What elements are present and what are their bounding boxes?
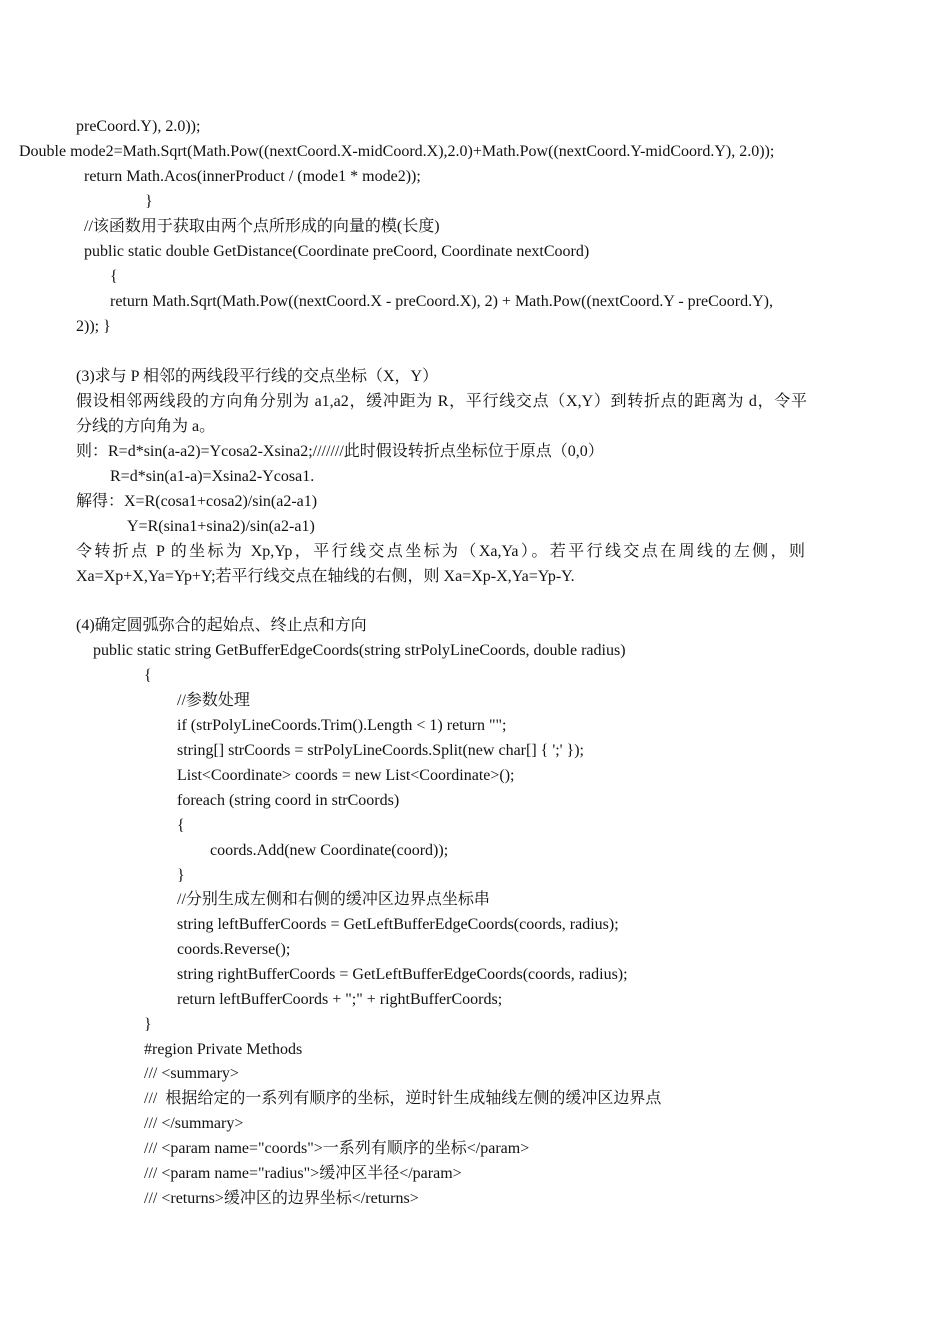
code-line: string rightBufferCoords = GetLeftBufferEdgeCoords(coords, radius); [177, 966, 628, 983]
code-line: { [177, 817, 185, 834]
formula-line: Y=R(sina1+sina2)/sin(a2-a1) [127, 518, 315, 535]
paragraph-line: 假设相邻两线段的方向角分别为 a1,a2，缓冲距为 R，平行线交点（X,Y）到转折点的距离为 d，令平 [76, 393, 807, 410]
code-line: public static string GetBufferEdgeCoords(string strPolyLineCoords, double radius) [93, 642, 626, 659]
formula-line: R=d*sin(a1-a)=Xsina2-Ycosa1. [110, 468, 315, 485]
code-line: { [110, 268, 118, 285]
code-line: foreach (string coord in strCoords) [177, 792, 400, 809]
code-comment: //分别生成左侧和右侧的缓冲区边界点坐标串 [177, 891, 490, 908]
code-line: string[] strCoords = strPolyLineCoords.Split(new char[] { ';' }); [177, 742, 584, 759]
paragraph-line: 令转折点 P 的坐标为 Xp,Yp，平行线交点坐标为（Xa,Ya）。若平行线交点在周线的左侧，则 [76, 543, 805, 560]
code-line: if (strPolyLineCoords.Trim().Length < 1) return ""; [177, 717, 507, 734]
code-comment: //参数处理 [177, 692, 250, 709]
paragraph-line: Xa=Xp+X,Ya=Yp+Y;若平行线交点在轴线的右侧，则 Xa=Xp-X,Ya=Yp-Y. [76, 568, 575, 585]
formula-line: 则：R=d*sin(a-a2)=Ycosa2-Xsina2;///////此时假设转折点坐标位于原点（0,0） [76, 443, 604, 460]
code-comment: /// </summary> [144, 1115, 244, 1132]
code-line: preCoord.Y), 2.0)); [76, 118, 201, 135]
code-comment: /// <param name="coords">一系列有顺序的坐标</param> [144, 1140, 530, 1157]
code-line: return leftBufferCoords + ";" + rightBufferCoords; [177, 991, 503, 1008]
code-line: public static double GetDistance(Coordinate preCoord, Coordinate nextCoord) [84, 243, 590, 260]
code-line: return Math.Sqrt(Math.Pow((nextCoord.X - preCoord.X), 2) + Math.Pow((nextCoord.Y - preCoord.Y), [110, 293, 773, 310]
code-line: } [145, 193, 153, 210]
code-comment: /// <param name="radius">缓冲区半径</param> [144, 1165, 462, 1182]
code-comment: /// 根据给定的一系列有顺序的坐标，逆时针生成轴线左侧的缓冲区边界点 [144, 1090, 662, 1107]
code-line: Double mode2=Math.Sqrt(Math.Pow((nextCoord.X-midCoord.X),2.0)+Math.Pow((nextCoord.Y-midCoord.Y), 2.0)); [19, 143, 775, 160]
code-line: } [177, 867, 185, 884]
section-heading: (4)确定圆弧弥合的起始点、终止点和方向 [76, 617, 367, 634]
code-line: coords.Add(new Coordinate(coord)); [210, 842, 449, 859]
section-heading: (3)求与 P 相邻的两线段平行线的交点坐标（X，Y） [76, 368, 439, 385]
formula-line: 解得：X=R(cosa1+cosa2)/sin(a2-a1) [76, 493, 318, 510]
code-line: 2)); } [76, 318, 111, 335]
code-line: #region Private Methods [144, 1041, 303, 1058]
code-comment: /// <summary> [144, 1065, 239, 1082]
paragraph-line: 分线的方向角为 a。 [76, 418, 216, 435]
code-comment: //该函数用于获取由两个点所形成的向量的模(长度) [84, 218, 440, 235]
code-comment: /// <returns>缓冲区的边界坐标</returns> [144, 1190, 419, 1207]
code-line: { [144, 667, 152, 684]
code-line: return Math.Acos(innerProduct / (mode1 * mode2)); [84, 168, 421, 185]
code-line: List<Coordinate> coords = new List<Coordinate>(); [177, 767, 515, 784]
code-line: } [144, 1016, 152, 1033]
code-line: coords.Reverse(); [177, 941, 291, 958]
code-line: string leftBufferCoords = GetLeftBufferEdgeCoords(coords, radius); [177, 916, 619, 933]
